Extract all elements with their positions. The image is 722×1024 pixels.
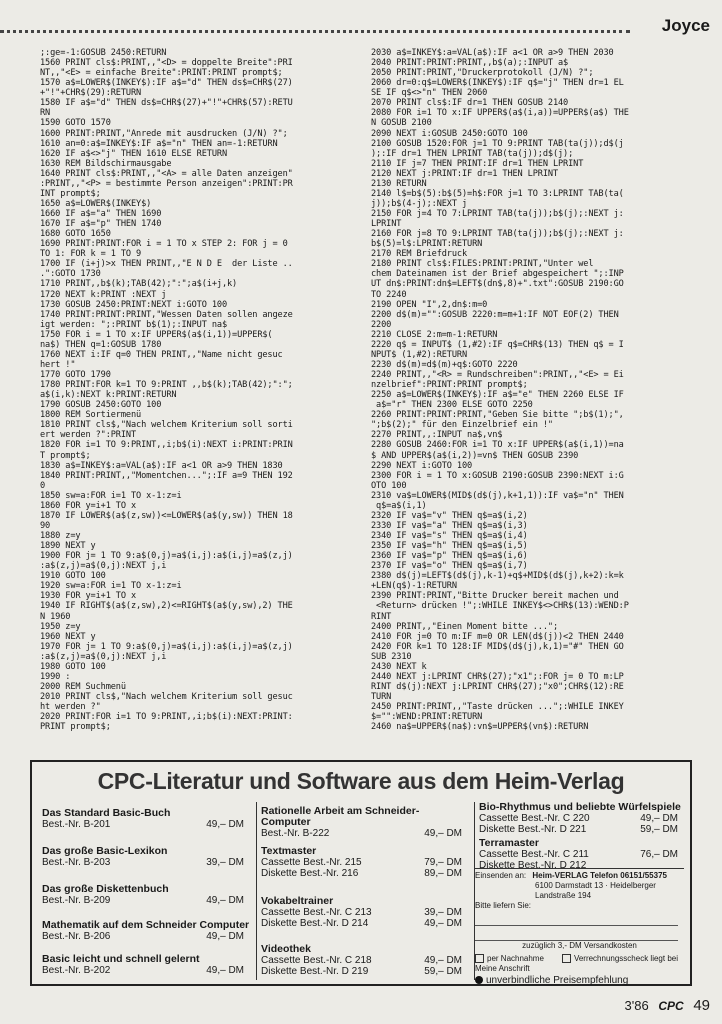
code-line: 1820 FOR i=1 TO 9:PRINT,,i;b$(i):NEXT i:PRINT:PRIN xyxy=(40,440,293,451)
order-line-2[interactable] xyxy=(475,928,678,941)
ad-column-software xyxy=(256,802,468,980)
code-line: 1870 IF LOWER$(a$(z,sw))<=LOWER$(a$(y,sw)) THEN 18 xyxy=(40,510,293,521)
code-line: 2290 NEXT i:GOTO 100 xyxy=(371,460,473,471)
code-line: 2120 NEXT j:PRINT:IF dr=1 THEN LPRINT xyxy=(371,168,558,179)
section-brand: Joyce xyxy=(661,16,710,35)
code-line: 2000 REM Suchmenü xyxy=(40,681,126,692)
code-line: TO 1: FOR k = 1 TO 9 xyxy=(40,249,142,260)
code-line: na$) THEN q=1:GOSUB 1780 xyxy=(40,339,162,350)
order-number: Best.-Nr. B-203 xyxy=(42,857,111,868)
code-line: RINT d$(j):NEXT j:LPRINT CHR$(27);"x0";CHR$(12):RE xyxy=(371,681,624,692)
code-line: 1790 GOSUB 2450:GOTO 100 xyxy=(40,400,162,411)
code-line: 1900 FOR j= 1 TO 9:a$(0,j)=a$(i,j):a$(i,j)=a$(z,j) xyxy=(40,551,293,562)
code-line: 2100 GOSUB 1520:FOR j=1 TO 9:PRINT TAB(ta(j));d$(j xyxy=(371,138,624,149)
code-line: 2240 PRINT,,"<R> = Rundschreiben":PRINT,,"<E> = Ei xyxy=(371,370,624,380)
code-line: SE IF q$<>"n" THEN 2060 xyxy=(371,88,488,99)
price: 76,– DM xyxy=(640,849,678,860)
product-entry xyxy=(475,838,684,871)
product-entry xyxy=(475,802,684,835)
code-line: 2200 xyxy=(371,319,392,330)
code-line: N 1960 xyxy=(40,611,71,622)
code-line: 1850 sw=a:FOR i=1 TO x-1:z=i xyxy=(40,490,182,501)
code-line: 2300 FOR i = 1 TO x:GOSUB 2190:GOSUB 2390:NEXT i:G xyxy=(371,470,624,481)
code-line: 2340 IF va$="s" THEN q$=a$(i,4) xyxy=(371,531,528,541)
code-line: 1700 IF (i+j)>x THEN PRINT,,"E N D E der Liste .. xyxy=(40,259,293,270)
order-number: Diskette Best.-Nr. D 221 xyxy=(479,824,587,835)
code-line: :PRINT,,"<P> = bestimmte Person anzeigen":PRINT:PR xyxy=(40,178,293,189)
code-line: RN xyxy=(40,108,51,119)
code-line: 2180 PRINT cls$:FILES:PRINT:PRINT,"Unter wel xyxy=(371,259,594,270)
code-line: igt werden: ";:PRINT b$(1);:INPUT na$ xyxy=(40,319,227,330)
code-line: INT prompt$; xyxy=(40,188,101,199)
code-line: 1950 z=y xyxy=(40,621,81,632)
order-number: Best.-Nr. B-209 xyxy=(42,895,111,906)
product-title: Mathematik auf dem Schneider Computer xyxy=(42,919,250,931)
product-title: Das Standard Basic-Buch xyxy=(42,807,171,819)
code-line: :a$(z,j)=a$(0,j):NEXT j,i xyxy=(40,651,167,662)
code-line: 2380 d$(j)=LEFT$(d$(j),k-1)+q$+MID$(d$(j),k+2):k=k xyxy=(371,571,624,582)
order-my-address: Meine Anschrift xyxy=(475,964,530,973)
code-line: 2280 GOSUB 2460:FOR i=1 TO x:IF UPPER$(a$(i,1))=na xyxy=(371,440,624,451)
product-entry xyxy=(257,896,468,929)
code-line: 2130 RETURN xyxy=(371,178,427,189)
code-line: 2170 REM Briefdruck xyxy=(371,249,468,260)
code-line: 2400 PRINT,,"Einen Moment bitte ..."; xyxy=(371,621,558,632)
price-disclaimer: unverbindliche Preisempfehlung xyxy=(486,975,629,986)
price: 49,– DM xyxy=(206,965,244,976)
code-line: 2150 FOR j=4 TO 7:LPRINT TAB(ta(j));b$(j);:NEXT j: xyxy=(371,209,624,219)
order-number: Diskette Best.-Nr. D 212 xyxy=(479,860,587,871)
code-line: 1860 FOR y=i+1 TO x xyxy=(40,500,137,511)
price: 49,– DM xyxy=(424,828,462,839)
order-number: Diskette Best.-Nr. D 219 xyxy=(261,966,369,977)
code-line: 1670 IF a$="p" THEN 1740 xyxy=(40,219,162,230)
product-title: Das große Basic-Lexikon xyxy=(42,845,168,857)
price: 59,– DM xyxy=(424,966,462,977)
code-line: TURN xyxy=(371,692,392,702)
order-send-to: Einsenden an: xyxy=(475,871,527,880)
code-line: NPUT$ (1,#2):RETURN xyxy=(371,349,468,360)
code-line: ;:ge=-1:GOSUB 2450:RETURN xyxy=(40,48,167,58)
order-number: Best.-Nr. B-206 xyxy=(42,931,111,942)
code-line: 2270 PRINT,,:INPUT na$,vn$ xyxy=(371,430,503,441)
code-line: 2420 FOR k=1 TO 128:IF MID$(d$(j),k,1)="#" THEN GO xyxy=(371,641,624,652)
code-line: 1680 GOTO 1650 xyxy=(40,229,111,240)
price: 49,– DM xyxy=(206,931,244,942)
product-entry xyxy=(38,846,250,868)
code-line: <Return> drücken !";:WHILE INKEY$<>CHR$(13):WEND:P xyxy=(371,601,629,612)
code-line: 1960 NEXT y xyxy=(40,631,96,642)
product-title: Das große Diskettenbuch xyxy=(42,883,169,895)
price: 79,– DM xyxy=(424,857,462,868)
order-number: Cassette Best.-Nr. C 213 xyxy=(261,907,372,918)
code-line: b$(5)=l$:LPRINT:RETURN xyxy=(371,239,483,250)
code-line: q$=a$(i,1) xyxy=(371,500,427,511)
product-entry xyxy=(38,808,250,830)
basic-listing-left-column xyxy=(40,48,358,732)
code-line: .":GOTO 1730 xyxy=(40,269,101,280)
code-line: 1570 a$=LOWER$(INKEY$):IF a$="d" THEN ds$=CHR$(27) xyxy=(40,78,293,89)
code-line: 2080 FOR i=1 TO x:IF UPPER$(a$(i,a))=UPPER$(a$) THE xyxy=(371,108,629,119)
code-line: 1930 FOR y=i+1 TO x xyxy=(40,591,137,602)
code-line: 2090 NEXT i:GOSUB 2450:GOTO 100 xyxy=(371,128,528,139)
code-line: 1650 a$=LOWER$(INKEY$) xyxy=(40,198,152,209)
code-line: 1990 : xyxy=(40,671,71,682)
price: 39,– DM xyxy=(424,907,462,918)
code-line: 1750 FOR i = 1 TO x:IF UPPER$(a$(i,1))=UPPER$( xyxy=(40,329,273,340)
code-line: 1720 NEXT k:PRINT :NEXT j xyxy=(40,289,167,300)
code-line: 1780 PRINT:FOR k=1 TO 9:PRINT ,,b$(k);TAB(42);":"; xyxy=(40,380,293,391)
product-title: Terramaster xyxy=(479,837,539,849)
code-line: 1800 REM Sortiermenü xyxy=(40,410,142,421)
code-line: ";b$(2);" für den Einzelbrief ein !" xyxy=(371,420,553,431)
order-number: Best.-Nr. B-202 xyxy=(42,965,111,976)
code-line: $="":WEND:PRINT:RETURN xyxy=(371,712,483,723)
code-line: 1620 IF a$<>"j" THEN 1610 ELSE RETURN xyxy=(40,148,227,159)
code-line: nzelbrief":PRINT:PRINT prompt$; xyxy=(371,380,528,391)
code-line: $ AND UPPER$(a$(i,2))=vn$ THEN GOSUB 2390 xyxy=(371,450,579,461)
heim-verlag-advertisement xyxy=(30,760,692,986)
product-title: Rationelle Arbeit am Schneider-Computer xyxy=(261,805,420,828)
product-title: Textmaster xyxy=(261,845,317,857)
basic-listing-right-column xyxy=(371,48,689,732)
code-line: 2260 PRINT:PRINT:PRINT,"Geben Sie bitte ";b$(1);", xyxy=(371,410,624,421)
code-line: a$(i,k):NEXT k:PRINT:RETURN xyxy=(40,390,177,401)
code-line: 2350 IF va$="h" THEN q$=a$(i,5) xyxy=(371,541,528,552)
code-line: 2430 NEXT k xyxy=(371,661,427,672)
code-line: 2160 FOR j=8 TO 9:LPRINT TAB(ta(j));b$(j);:NEXT j: xyxy=(371,229,624,240)
issue-number: 3'86 xyxy=(624,998,649,1013)
code-line: 1630 REM Bildschirmausgabe xyxy=(40,158,172,169)
code-line: 1690 PRINT:PRINT:FOR i = 1 TO x STEP 2: FOR j = 0 xyxy=(40,239,288,250)
product-entry xyxy=(257,806,468,839)
order-number: Best.-Nr. B-201 xyxy=(42,819,111,830)
code-line: TO 2240 xyxy=(371,289,407,300)
code-line: 0 xyxy=(40,480,46,491)
code-line: j));b$(4-j);:NEXT j xyxy=(371,198,468,209)
product-title: Vokabeltrainer xyxy=(261,895,334,907)
code-line: PRINT prompt$; xyxy=(40,722,111,733)
code-line: 90 xyxy=(40,520,51,531)
magazine-logo: CPC xyxy=(658,999,684,1013)
product-title: Bio-Rhythmus und beliebte Würfelspiele xyxy=(479,801,681,813)
code-line: OTO 100 xyxy=(371,480,407,491)
order-number: Diskette Best.-Nr. D 214 xyxy=(261,918,369,929)
code-line: 1600 PRINT:PRINT,"Anrede mit ausdrucken (J/N) ?"; xyxy=(40,128,288,139)
code-line: 2200 d$(m)="":GOSUB 2220:m=m+1:IF NOT EOF(2) THEN xyxy=(371,309,619,320)
code-line: 1970 FOR j= 1 TO 9:a$(0,j)=a$(i,j):a$(i,j)=a$(z,j) xyxy=(40,641,293,652)
code-line: 2360 IF va$="p" THEN q$=a$(i,6) xyxy=(371,551,528,562)
code-line: hert !" xyxy=(40,359,76,370)
code-line: 1940 IF RIGHT$(a$(z,sw),2)<=RIGHT$(a$(y,sw),2) THE xyxy=(40,601,293,612)
product-title: Videothek xyxy=(261,943,311,955)
price: 49,– DM xyxy=(206,895,244,906)
code-line: NT,,"<E> = einfache Breite":PRINT:PRINT prompt$; xyxy=(40,68,283,79)
code-line: 2140 l$=b$(5):b$(5)=h$:FOR j=1 TO 3:LPRINT TAB(ta( xyxy=(371,188,624,199)
page-number: 49 xyxy=(693,997,710,1014)
page-footer xyxy=(625,997,710,1014)
code-line: 1710 PRINT,,b$(k);TAB(42);":";a$(i+j,k) xyxy=(40,279,238,290)
code-line: 1770 GOTO 1790 xyxy=(40,370,111,380)
code-line: 2310 va$=LOWER$(MID$(d$(j),k+1,1)):IF va$="n" THEN xyxy=(371,490,624,501)
code-line: UT dn$:PRINT:dn$=LEFT$(dn$,8)+".txt":GOSUB 2190:GO xyxy=(371,279,624,290)
order-number: Best.-Nr. B-222 xyxy=(261,828,330,839)
price: 89,– DM xyxy=(424,868,462,879)
code-line: chem Dateinamen ist der Brief abgespeichert ";:INP xyxy=(371,269,624,280)
code-line: +"!"+CHR$(29):RETURN xyxy=(40,88,142,99)
code-line: N GOSUB 2100 xyxy=(371,118,432,129)
product-entry xyxy=(38,954,250,976)
order-number: Cassette Best.-Nr. 215 xyxy=(261,857,362,868)
code-line: 2440 NEXT j:LPRINT CHR$(27);"x1";:FOR j= 0 TO m:LP xyxy=(371,671,624,682)
code-line: 2050 PRINT:PRINT,"Druckerprotokoll (J/N) ?"; xyxy=(371,68,594,79)
code-line: 1830 a$=INKEY$:a=VAL(a$):IF a<1 OR a>9 THEN 1830 xyxy=(40,460,283,471)
code-line: 2010 PRINT cls$,"Nach welchem Kriterium soll gesuc xyxy=(40,692,293,702)
code-line: 2220 q$ = INPUT$ (1,#2):IF q$=CHR$(13) THEN q$ = I xyxy=(371,339,624,350)
cheque-label: Verrechnungsscheck liegt bei xyxy=(573,954,678,963)
code-line: 2250 a$=LOWER$(INKEY$):IF a$="e" THEN 2260 ELSE IF xyxy=(371,390,624,401)
code-line: );:IF dr=1 THEN LPRINT TAB(ta(j));d$(j); xyxy=(371,148,574,159)
code-line: 1810 PRINT cls$,"Nach welchem Kriterium soll sorti xyxy=(40,420,293,431)
order-request-label: Bitte liefern Sie: xyxy=(475,901,532,910)
code-line: 1910 GOTO 100 xyxy=(40,571,106,582)
price: 49,– DM xyxy=(640,813,678,824)
code-line: 2330 IF va$="a" THEN q$=a$(i,3) xyxy=(371,520,528,531)
code-line: ert werden ?":PRINT xyxy=(40,430,137,441)
code-line: :a$(z,j)=a$(0,j):NEXT j,i xyxy=(40,561,167,572)
order-number: Cassette Best.-Nr. C 218 xyxy=(261,955,372,966)
code-line: 2040 PRINT:PRINT:PRINT,,b$(a);:INPUT a$ xyxy=(371,58,569,69)
code-line: 2410 FOR j=0 TO m:IF m=0 OR LEN(d$(j))<2 THEN 2440 xyxy=(371,631,624,642)
code-line: 2390 PRINT:PRINT,"Bitte Drucker bereit machen und xyxy=(371,591,619,602)
code-line: 2210 CLOSE 2:m=m-1:RETURN xyxy=(371,329,498,340)
code-line: 1980 GOTO 100 xyxy=(40,661,106,672)
code-line: 1730 GOSUB 2450:PRINT:NEXT i:GOTO 100 xyxy=(40,299,227,310)
ad-column-games-order xyxy=(474,801,684,986)
order-line-1[interactable] xyxy=(475,913,678,926)
code-line: 2030 a$=INKEY$:a=VAL(a$):IF a<1 OR a>9 THEN 2030 xyxy=(371,48,614,58)
code-line: 2450 PRINT:PRINT,,"Taste drücken ...";:WHILE INKEY xyxy=(371,702,624,713)
code-line: 2060 dr=0:q$=LOWER$(INKEY$):IF q$="j" THEN dr=1 EL xyxy=(371,78,624,89)
code-line: 1920 sw=a:FOR i=1 TO x-1:z=i xyxy=(40,581,182,592)
code-line: 1760 NEXT i:IF q=0 THEN PRINT,,"Name nicht gesuc xyxy=(40,349,283,360)
product-entry xyxy=(257,944,468,977)
order-number: Diskette Best.-Nr. 216 xyxy=(261,868,359,879)
code-line: 2020 PRINT:FOR i=1 TO 9:PRINT,,i;b$(i):NEXT:PRINT: xyxy=(40,712,293,723)
code-line: LPRINT xyxy=(371,219,402,230)
code-line: 1880 z=y xyxy=(40,531,81,541)
code-line: 1610 an=0:a$=INKEY$:IF a$="n" THEN an=-1:RETURN xyxy=(40,138,278,149)
code-line: 1740 PRINT:PRINT:PRINT,"Wessen Daten sollen angeze xyxy=(40,309,293,320)
product-entry xyxy=(38,884,250,906)
code-line: 1590 GOTO 1570 xyxy=(40,118,111,129)
code-line: 2370 IF va$="o" THEN q$=a$(i,7) xyxy=(371,561,528,572)
order-form xyxy=(475,868,684,986)
bullet-icon xyxy=(475,976,483,984)
code-line: T prompt$; xyxy=(40,450,91,461)
price: 49,– DM xyxy=(206,819,244,830)
product-title: Basic leicht und schnell gelernt xyxy=(42,953,200,965)
code-line: 1660 IF a$="a" THEN 1690 xyxy=(40,209,162,219)
price: 39,– DM xyxy=(206,857,244,868)
order-number: Cassette Best.-Nr. C 220 xyxy=(479,813,590,824)
code-line: 2460 na$=UPPER$(na$):vn$=UPPER$(vn$):RETURN xyxy=(371,722,589,733)
product-entry xyxy=(257,846,468,879)
code-line: 1840 PRINT:PRINT,,"Momentchen...";:IF a=9 THEN 192 xyxy=(40,470,293,481)
code-line: 1640 PRINT cls$:PRINT,,"<A> = alle Daten anzeigen" xyxy=(40,168,293,179)
order-publisher: Heim-VERLAG Telefon 06151/55375 xyxy=(532,871,667,880)
code-line: 2110 IF j=7 THEN PRINT:IF dr=1 THEN LPRINT xyxy=(371,158,584,169)
price: 59,– DM xyxy=(640,824,678,835)
order-shipping-note: zuzüglich 3,- DM Versandkosten xyxy=(522,941,637,950)
order-number: Cassette Best.-Nr. C 211 xyxy=(479,849,589,860)
code-line: ht werden ?" xyxy=(40,702,101,713)
code-line: 1580 IF a$="d" THEN ds$=CHR$(27)+"!"+CHR$(57):RETU xyxy=(40,98,293,109)
code-line: RINT xyxy=(371,611,392,622)
code-line: 1890 NEXT y xyxy=(40,541,96,552)
ad-product-grid xyxy=(38,801,684,986)
code-line: SUB 2310 xyxy=(371,651,412,662)
product-entry xyxy=(38,920,250,942)
ad-column-books xyxy=(38,802,250,980)
cod-checkbox[interactable] xyxy=(475,954,484,963)
cod-label: per Nachnahme xyxy=(487,954,544,963)
code-line: 2070 PRINT cls$:IF dr=1 THEN GOSUB 2140 xyxy=(371,98,569,109)
code-line: a$="r" THEN 2300 ELSE GOTO 2250 xyxy=(371,400,533,411)
code-line: 2230 d$(m)=d$(m)+q$:GOTO 2220 xyxy=(371,359,518,370)
code-line: +LEN(q$)-1:RETURN xyxy=(371,581,457,592)
code-line: 2320 IF va$="v" THEN q$=a$(i,2) xyxy=(371,510,528,521)
order-address: 6100 Darmstadt 13 · Heidelberger Landstraße 194 xyxy=(535,881,656,900)
code-line: 2190 OPEN "I",2,dn$:m=0 xyxy=(371,299,488,310)
code-line: 1560 PRINT cls$:PRINT,,"<D> = doppelte Breite":PRI xyxy=(40,58,293,69)
header-dotted-rule xyxy=(0,30,630,33)
cheque-checkbox[interactable] xyxy=(562,954,571,963)
price: 49,– DM xyxy=(424,955,462,966)
price: 49,– DM xyxy=(424,918,462,929)
ad-headline: CPC-Literatur und Software aus dem Heim-Verlag xyxy=(97,768,625,794)
